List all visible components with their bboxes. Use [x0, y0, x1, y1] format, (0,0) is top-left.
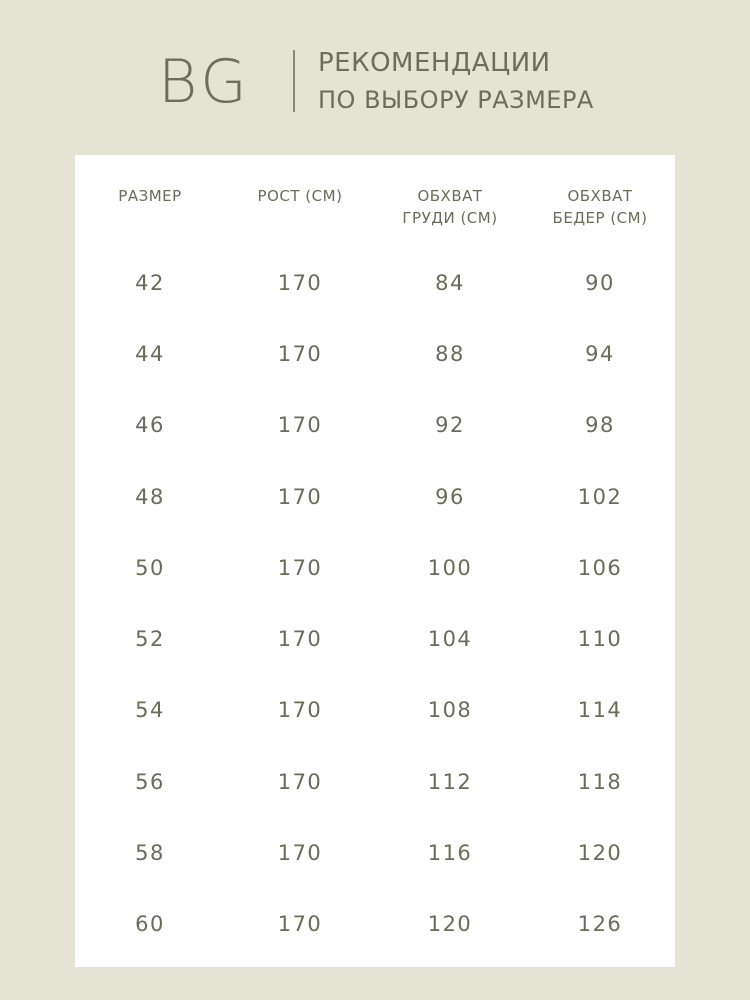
table-row	[75, 532, 675, 603]
size-table-body	[75, 247, 675, 960]
column-header-line: БЕДЕР (СМ)	[552, 209, 648, 227]
cell-size: 56	[135, 769, 165, 794]
cell-height: 170	[277, 270, 323, 295]
cell-height: 170	[277, 769, 323, 794]
table-row	[75, 603, 675, 674]
column-header-line: ГРУДИ (СМ)	[402, 209, 498, 227]
cell-hips: 118	[577, 769, 623, 794]
column-header-line: РОСТ (СМ)	[257, 187, 343, 205]
header	[0, 0, 750, 150]
cell-size: 46	[135, 413, 165, 438]
cell-height: 170	[277, 341, 323, 366]
table-row	[75, 746, 675, 817]
cell-hips: 114	[577, 698, 623, 723]
brand-logo: BG	[158, 47, 251, 117]
cell-chest: 92	[435, 413, 465, 438]
table-row	[75, 461, 675, 532]
cell-hips: 120	[577, 841, 623, 866]
column-header-line: ОБХВАТ	[567, 187, 633, 205]
cell-height: 170	[277, 912, 323, 937]
cell-hips: 126	[577, 912, 623, 937]
cell-size: 58	[135, 841, 165, 866]
cell-height: 170	[277, 555, 323, 580]
header-divider	[293, 50, 295, 112]
cell-size: 60	[135, 912, 165, 937]
size-table-card	[75, 155, 675, 967]
column-header-line: ОБХВАТ	[417, 187, 483, 205]
cell-chest: 84	[435, 270, 465, 295]
table-row	[75, 247, 675, 318]
cell-chest: 104	[427, 627, 473, 652]
cell-height: 170	[277, 627, 323, 652]
cell-hips: 110	[577, 627, 623, 652]
cell-size: 48	[135, 484, 165, 509]
cell-height: 170	[277, 841, 323, 866]
page-title-line1: РЕКОМЕНДАЦИИ	[318, 48, 551, 78]
cell-hips: 98	[585, 413, 615, 438]
cell-hips: 102	[577, 484, 623, 509]
cell-size: 54	[135, 698, 165, 723]
cell-chest: 112	[427, 769, 473, 794]
cell-chest: 96	[435, 484, 465, 509]
table-row	[75, 675, 675, 746]
table-row	[75, 889, 675, 960]
cell-height: 170	[277, 484, 323, 509]
cell-chest: 120	[427, 912, 473, 937]
cell-hips: 90	[585, 270, 615, 295]
cell-size: 42	[135, 270, 165, 295]
column-header-size	[75, 185, 225, 207]
cell-size: 50	[135, 555, 165, 580]
cell-chest: 116	[427, 841, 473, 866]
table-row	[75, 817, 675, 888]
column-header-hips	[525, 185, 675, 229]
cell-hips: 106	[577, 555, 623, 580]
cell-size: 52	[135, 627, 165, 652]
cell-height: 170	[277, 413, 323, 438]
column-header-line: РАЗМЕР	[118, 187, 182, 205]
cell-chest: 108	[427, 698, 473, 723]
column-header-chest	[375, 185, 525, 229]
table-row	[75, 318, 675, 389]
page-title-line2: ПО ВЫБОРУ РАЗМЕРА	[318, 86, 594, 114]
column-header-height	[225, 185, 375, 207]
cell-height: 170	[277, 698, 323, 723]
table-row	[75, 390, 675, 461]
cell-hips: 94	[585, 341, 615, 366]
cell-size: 44	[135, 341, 165, 366]
cell-chest: 100	[427, 555, 473, 580]
cell-chest: 88	[435, 341, 465, 366]
